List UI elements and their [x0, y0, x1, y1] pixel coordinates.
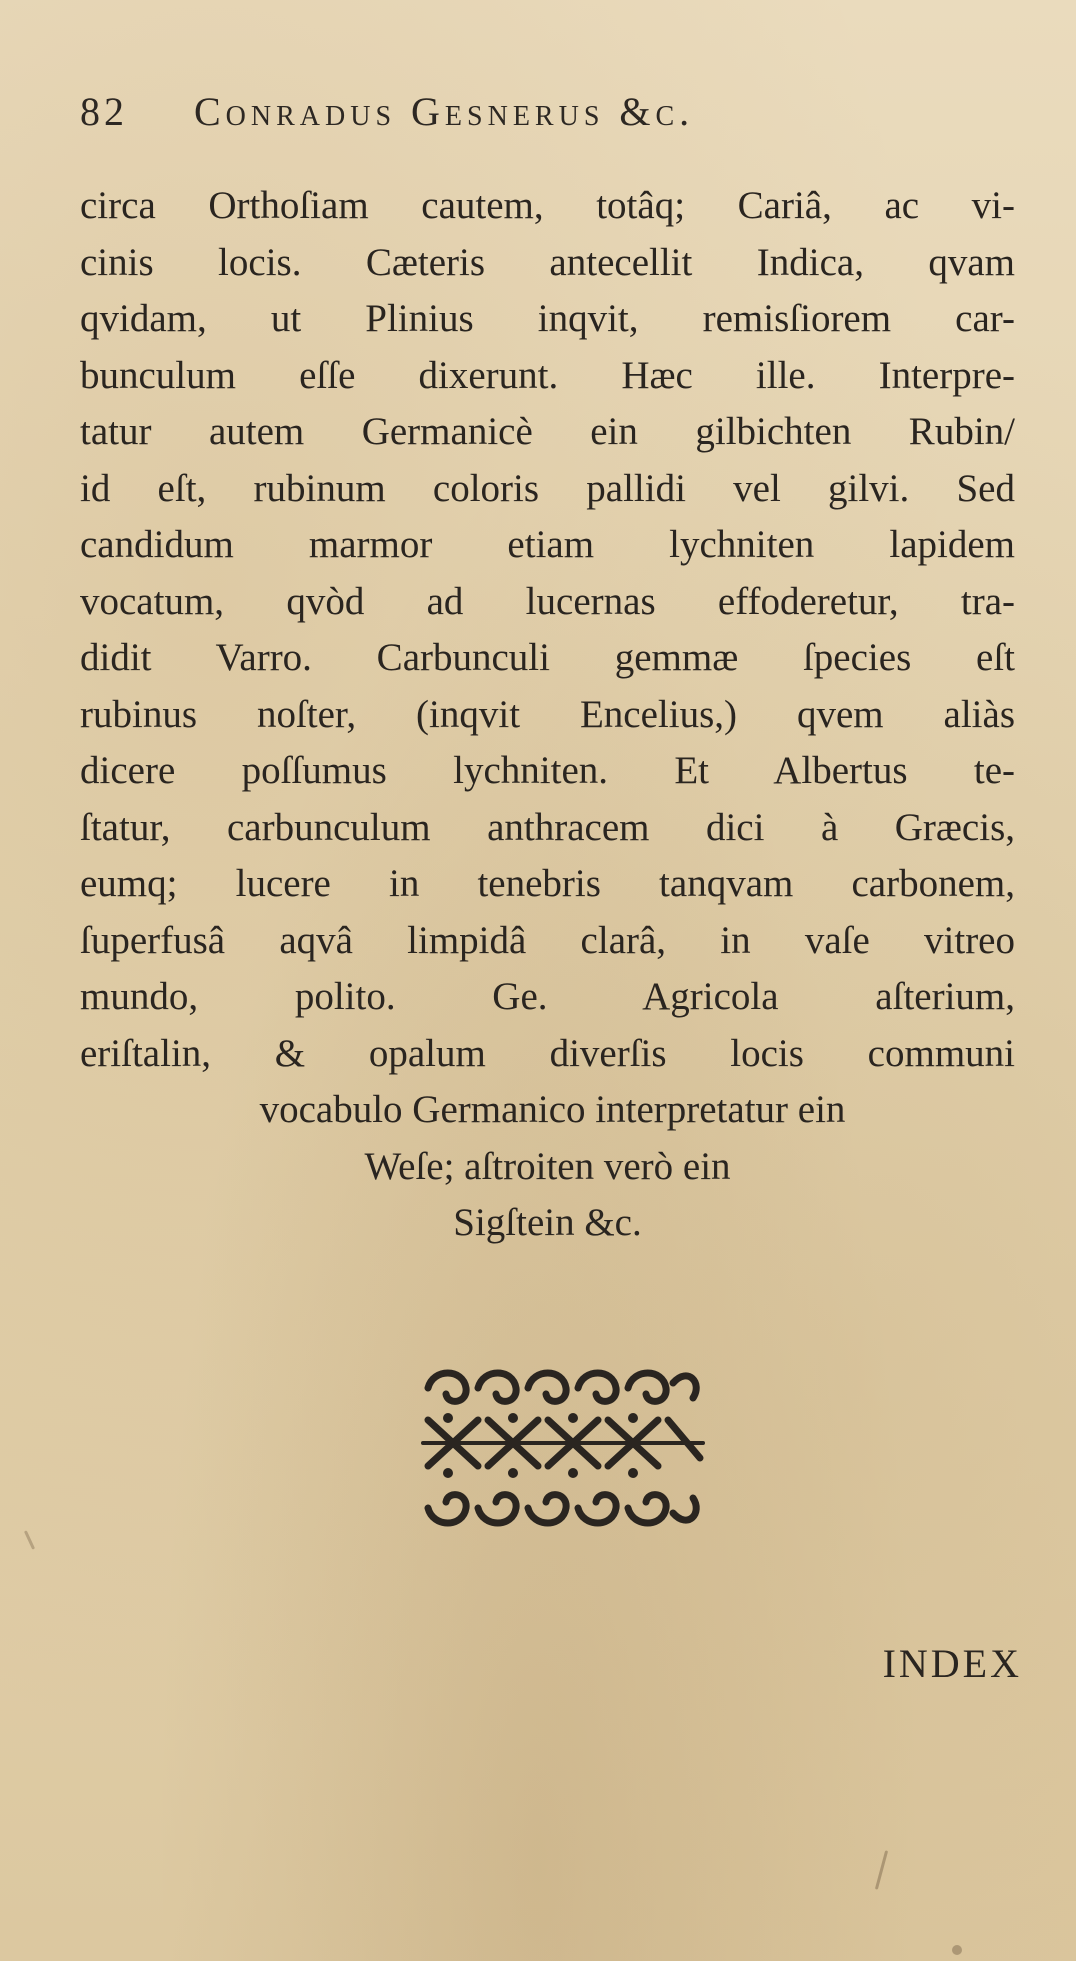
text-line: Weſe; aſtroiten verò ein	[364, 1144, 731, 1188]
catchword: INDEX	[882, 1641, 1022, 1686]
text-line: vocatum, qvòd ad lucernas effoderetur, tra-	[80, 579, 1015, 623]
paper-mark	[24, 1530, 35, 1549]
running-head	[80, 88, 960, 136]
text-line: qvidam, ut Plinius inqvit, remisſiorem car-	[80, 297, 1015, 340]
text-line: mundo, polito. Ge. Agricola aſterium,	[80, 975, 1015, 1018]
text-line: vocabulo Germanico interpretatur ein	[259, 1088, 846, 1131]
text-line: ſuperfusâ aqvâ limpidâ clarâ, in vaſe vitreo	[80, 918, 1015, 962]
running-title: Conradus Gesnerus &c.	[194, 89, 695, 134]
text-line: id eſt, rubinum coloris pallidi vel gilvi. Sed	[80, 466, 1015, 510]
text-line: didit Varro. Carbunculi gemmæ ſpecies eſt	[80, 636, 1015, 679]
text-line: candidum marmor etiam lychniten lapidem	[80, 523, 1015, 566]
text-line: dicere poſſumus lychniten. Et Albertus te-	[80, 749, 1015, 792]
text-line: eumq; lucere in tenebris tanqvam carbonem,	[80, 862, 1015, 905]
text-line: ſtatur, carbunculum anthracem dici à Græcis,	[80, 805, 1015, 849]
body-text	[80, 178, 1015, 1252]
printers-ornament-icon	[418, 1358, 708, 1533]
text-line: cinis locis. Cæteris antecellit Indica, qvam	[80, 240, 1015, 284]
text-line: bunculum eſſe dixerunt. Hæc ille. Interpre-	[80, 353, 1015, 397]
text-line: tatur autem Germanicè ein gilbichten Rubin/	[80, 410, 1015, 453]
paper-speck	[952, 1945, 962, 1955]
text-line: circa Orthoſiam cautem, totâq; Cariâ, ac vi-	[80, 184, 1015, 227]
text-line: eriſtalin, & opalum diverſis locis communi	[80, 1031, 1015, 1075]
text-line: rubinus noſter, (inqvit Encelius,) qvem aliàs	[80, 692, 1015, 736]
paper-mark	[875, 1850, 888, 1889]
page-number: 82	[80, 89, 128, 134]
text-line: Sigſtein &c.	[453, 1201, 642, 1244]
